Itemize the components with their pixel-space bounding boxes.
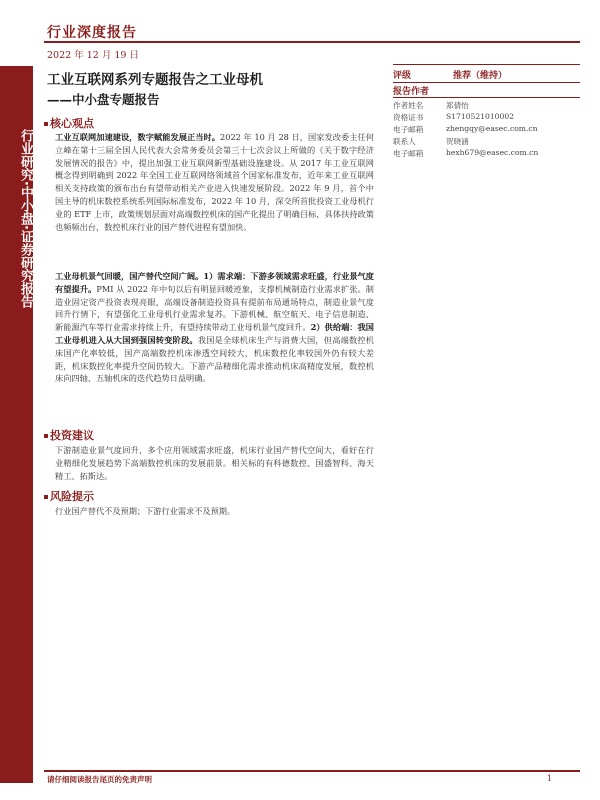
investment-advice-heading: 投资建议: [44, 427, 94, 443]
footer-divider: [44, 770, 580, 772]
core-paragraph-1-body: 2022 年 10 月 28 日，国家发改委主任何立峰在第十三届全国人民代表大会常务委员会第三十七次会议上所做的《关于数字经济发展情况的报告》中，提出加强工业互联网新型基础设施建设。从 2017 年工业互联网概念得到明确到 2022 年全国工业互联网络领域首个国家标准发布，近年来工业互联网相关支持政策的颁布出台有望带动相关产业进入快速发展阶段。2022 年 9 月，首个中国主导的机床数控系统系列国际标准发布，2022 年 10 月，深交所首批投资工业母机行业的 ETF 上市，政策规划层面对高端数控机床的国产化提出了明确目标，具体扶持政策也频频出台，数控机床行业的国产替代进程有望加快。: [55, 132, 374, 232]
sidebar-label: 行业研究·中小盘·证券研究报告: [18, 128, 33, 308]
report-subtitle: ——中小盘专题报告: [47, 92, 160, 107]
report-date: 2022 年 12 月 19 日: [47, 50, 139, 61]
core-paragraph-2: [55, 270, 374, 385]
rating-top-divider: [393, 64, 580, 65]
analyst-key: 电子邮箱: [393, 149, 424, 158]
investment-advice-body: 下游制造业景气度回升，多个应用领域需求旺盛，机床行业国产替代空间大，看好在行业精细化发展趋势下高端数控机床的发展前景。相关标的有科德数控、国盛智科、海天精工、拓斯达。: [55, 445, 374, 481]
authors-divider: [393, 97, 580, 98]
core-paragraph-2-lead: 工业母机景气回暖，国产替代空间广阔。1）需求端：下游多领域需求旺盛，行业景气度有望提升。: [55, 271, 374, 294]
core-paragraph-2-lead-2: 2）供给端：我国工业母机进入从大国到强国转变阶段。: [55, 322, 374, 345]
core-paragraph-1: [55, 131, 374, 233]
analyst-key: 作者姓名: [393, 101, 424, 110]
core-view-heading: 核心观点: [44, 115, 94, 131]
core-paragraph-1-lead: 工业互联网加速建设，数字赋能发展正当时。: [55, 132, 221, 142]
analyst-row: [393, 124, 580, 135]
report-title: 工业互联网系列专题报告之工业母机: [47, 72, 263, 88]
rating-row: [393, 67, 580, 81]
rating-bottom-divider: [393, 82, 580, 83]
rating-label: 评级: [393, 71, 412, 81]
analyst-value: 郑倩怡: [446, 101, 469, 110]
analyst-row: [393, 148, 580, 159]
page-number: 1: [546, 774, 552, 783]
analyst-value: S1710521010002: [446, 112, 515, 121]
analyst-key: 资格证书: [393, 113, 424, 122]
analyst-row: [393, 136, 580, 147]
footer-disclaimer[interactable]: 请仔细阅读报告尾页的免责声明: [47, 775, 152, 784]
header-divider: [44, 41, 580, 43]
risk-heading: 风险提示: [44, 488, 94, 504]
analyst-key: 联系人: [393, 137, 416, 146]
core-paragraph-2-body: PMI 从 2022 年中旬以后有明显回暖迹象，支撑机械制造行业需求扩张。制造业固定资产投资表现亮眼，高端设备制造投资具有提前布局通场特点，制造业景气度回升行情下，有望强化工业母机行业需求复苏。下游机械、航空航天、电子信息制造、新能源汽车等行业需求持续上升，有望持续带动工业母机景气度回升。: [55, 283, 374, 333]
analyst-value: 贺晓涵: [446, 137, 469, 146]
analyst-row: [393, 100, 580, 111]
analyst-row: [393, 112, 580, 123]
analyst-key: 电子邮箱: [393, 125, 424, 134]
analyst-email-link[interactable]: zhengqy@easec.com.cn: [446, 124, 538, 133]
authors-heading: 报告作者: [393, 87, 430, 97]
risk-body: 行业国产替代不及预期；下游行业需求不及预期。: [55, 506, 236, 516]
rating-value: 推荐（维持）: [453, 71, 508, 81]
analyst-email-link[interactable]: hexh679@easec.com.cn: [446, 148, 539, 157]
report-category: 行业深度报告: [47, 25, 137, 41]
core-paragraph-2-body-2: 我国是全球机床生产与消费大国，但高端数控机床国产化率较低，国产高端数控机床渗透空间较大，机床数控化率较国外仍有较大差距，机床数控化率提升空间仍较大。下游产品精细化需求推动机床高精度发展，数控机床向四轴、五轴机床的迭代趋势日益明确。: [55, 334, 374, 384]
